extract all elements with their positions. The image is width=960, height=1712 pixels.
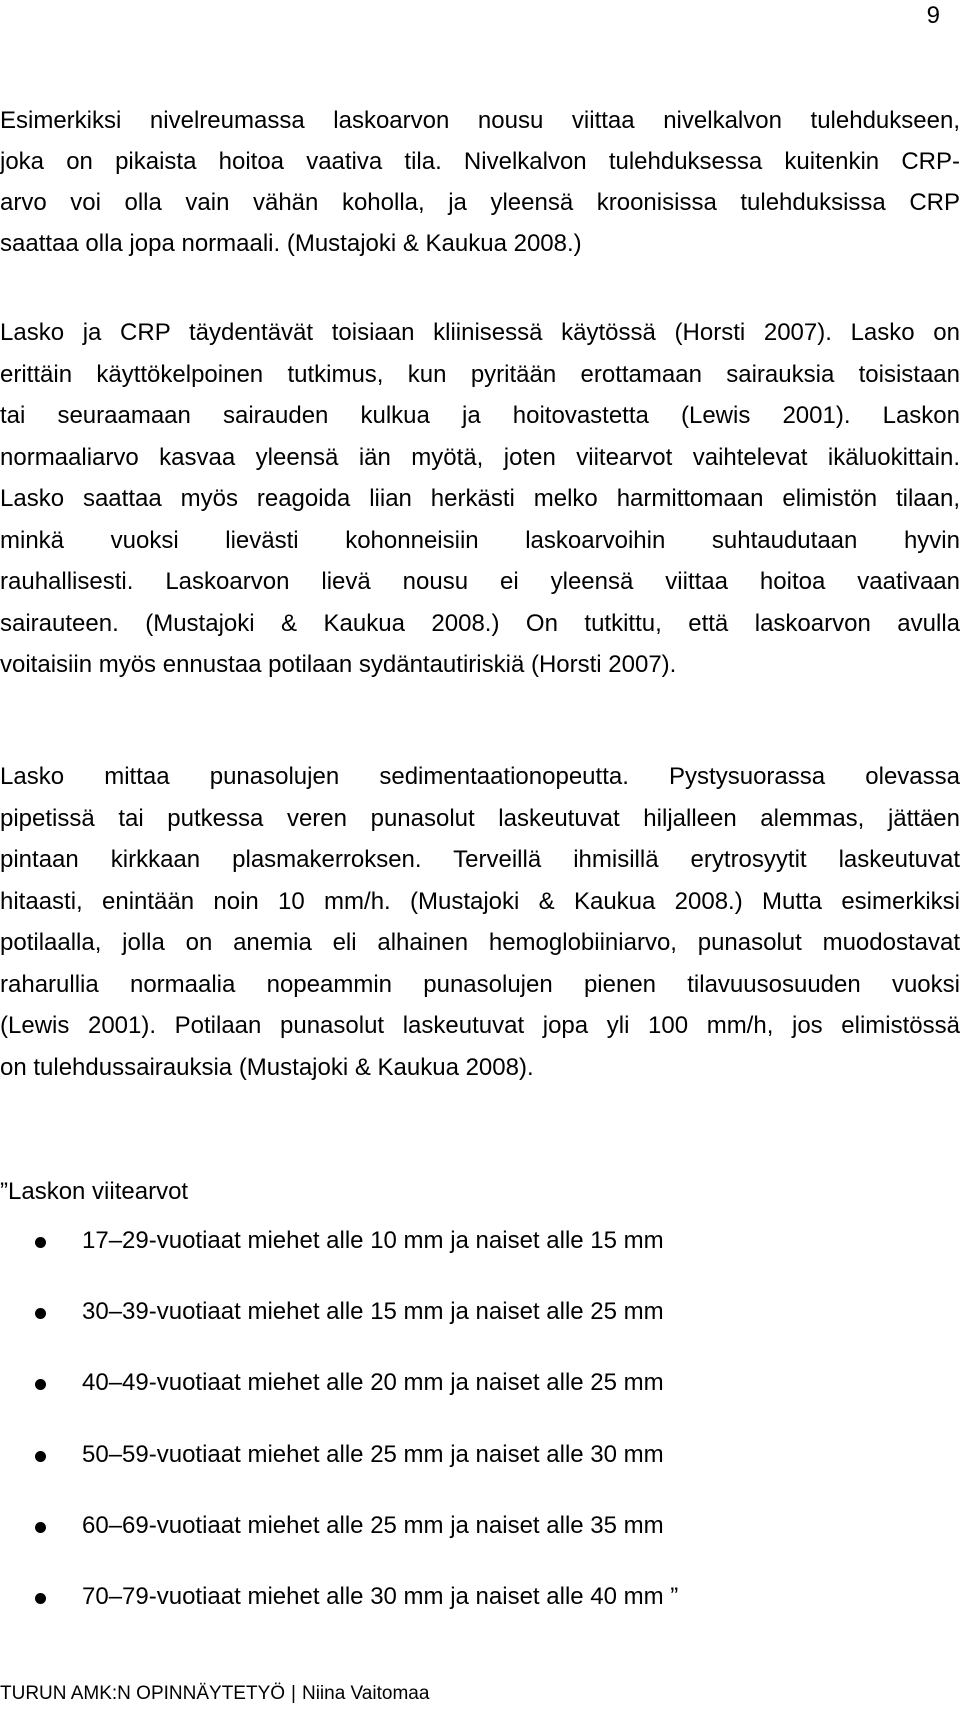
list-item-text: 60–69-vuotiaat miehet alle 25 mm ja naiset alle 35 mm	[82, 1511, 664, 1539]
bullet-icon	[35, 1451, 46, 1462]
footer-author: Niina Vaitomaa	[301, 1683, 430, 1704]
text-line: Esimerkiksi nivelreumassa laskoarvon nousu viittaa nivelkalvon tulehdukseen,	[0, 107, 960, 134]
list-item	[0, 1512, 960, 1583]
bullet-icon	[35, 1522, 46, 1533]
text-line: on tulehdussairauksia (Mustajoki & Kaukua 2008).	[0, 1053, 534, 1081]
list-item-text: 50–59-vuotiaat miehet alle 25 mm ja naiset alle 30 mm	[82, 1440, 664, 1468]
text-line: arvo voi olla vain vähän koholla, ja yleensä kroonisissa tulehduksissa CRP	[0, 189, 960, 216]
footer-school: TURUN AMK:N OPINNÄYTETYÖ	[0, 1683, 286, 1704]
bullet-icon	[35, 1237, 46, 1248]
text-line: pintaan kirkkaan plasmakerroksen. Terveillä ihmisillä erytrosyytit laskeutuvat	[0, 846, 960, 873]
list-item	[0, 1298, 960, 1369]
paragraph-sedimentaatio	[0, 756, 960, 1088]
list-item	[0, 1583, 960, 1654]
reference-values-list	[0, 1227, 960, 1654]
text-line: tai seuraamaan sairauden kulkua ja hoitovastetta (Lewis 2001). Laskon	[0, 402, 960, 429]
bullet-icon	[35, 1308, 46, 1319]
text-line: pipetissä tai putkessa veren punasolut laskeutuvat hiljalleen alemmas, jättäen	[0, 804, 960, 832]
page-footer	[0, 1683, 429, 1705]
text-line: joka on pikaista hoitoa vaativa tila. Nivelkalvon tulehduksessa kuitenkin CRP-	[0, 148, 960, 175]
text-line: voitaisiin myös ennustaa potilaan sydäntautiriskiä (Horsti 2007).	[0, 651, 677, 678]
list-item	[0, 1227, 960, 1298]
bullet-icon	[35, 1593, 46, 1604]
text-line: Lasko saattaa myös reagoida liian herkästi melko harmittomaan elimistön tilaan,	[0, 485, 960, 512]
text-line: raharullia normaalia nopeammin punasolujen pienen tilavuusosuuden vuoksi	[0, 970, 960, 998]
text-line: saattaa olla jopa normaali. (Mustajoki & Kaukua 2008.)	[0, 230, 582, 257]
page-number: 9	[926, 2, 940, 29]
list-item-text: 40–49-vuotiaat miehet alle 20 mm ja naiset alle 25 mm	[82, 1369, 664, 1397]
text-line: sairauteen. (Mustajoki & Kaukua 2008.) On tutkittu, että laskoarvon avulla	[0, 609, 960, 637]
text-line: minkä vuoksi lievästi kohonneisiin laskoarvoihin suhtaudutaan hyvin	[0, 526, 960, 554]
reference-list-title: ”Laskon viitearvot	[0, 1178, 189, 1205]
text-line: normaaliarvo kasvaa yleensä iän myötä, joten viitearvot vaihtelevat ikäluokittain.	[0, 443, 960, 471]
paragraph-nivelreuma	[0, 100, 960, 264]
text-line: Lasko mittaa punasolujen sedimentaationopeutta. Pystysuorassa olevassa	[0, 763, 960, 790]
list-item-text: 30–39-vuotiaat miehet alle 15 mm ja naiset alle 25 mm	[82, 1298, 664, 1326]
text-line: rauhallisesti. Laskoarvon lievä nousu ei yleensä viittaa hoitoa vaativaan	[0, 568, 960, 595]
list-item-text: 70–79-vuotiaat miehet alle 30 mm ja naiset alle 40 mm ”	[82, 1582, 679, 1610]
footer-separator: |	[291, 1683, 296, 1704]
text-line: potilaalla, jolla on anemia eli alhainen hemoglobiiniarvo, punasolut muodostavat	[0, 929, 960, 956]
text-line: (Lewis 2001). Potilaan punasolut laskeutuvat jopa yli 100 mm/h, jos elimistössä	[0, 1012, 960, 1039]
list-item-text: 17–29-vuotiaat miehet alle 10 mm ja naiset alle 15 mm	[82, 1227, 664, 1254]
text-line: erittäin käyttökelpoinen tutkimus, kun pyritään erottamaan sairauksia toisistaan	[0, 360, 960, 388]
bullet-icon	[35, 1379, 46, 1390]
list-item	[0, 1369, 960, 1440]
list-item	[0, 1441, 960, 1512]
paragraph-lasko-crp	[0, 312, 960, 686]
text-line: Lasko ja CRP täydentävät toisiaan kliinisessä käytössä (Horsti 2007). Lasko on	[0, 319, 960, 346]
text-line: hitaasti, enintään noin 10 mm/h. (Mustajoki & Kaukua 2008.) Mutta esimerkiksi	[0, 887, 960, 915]
